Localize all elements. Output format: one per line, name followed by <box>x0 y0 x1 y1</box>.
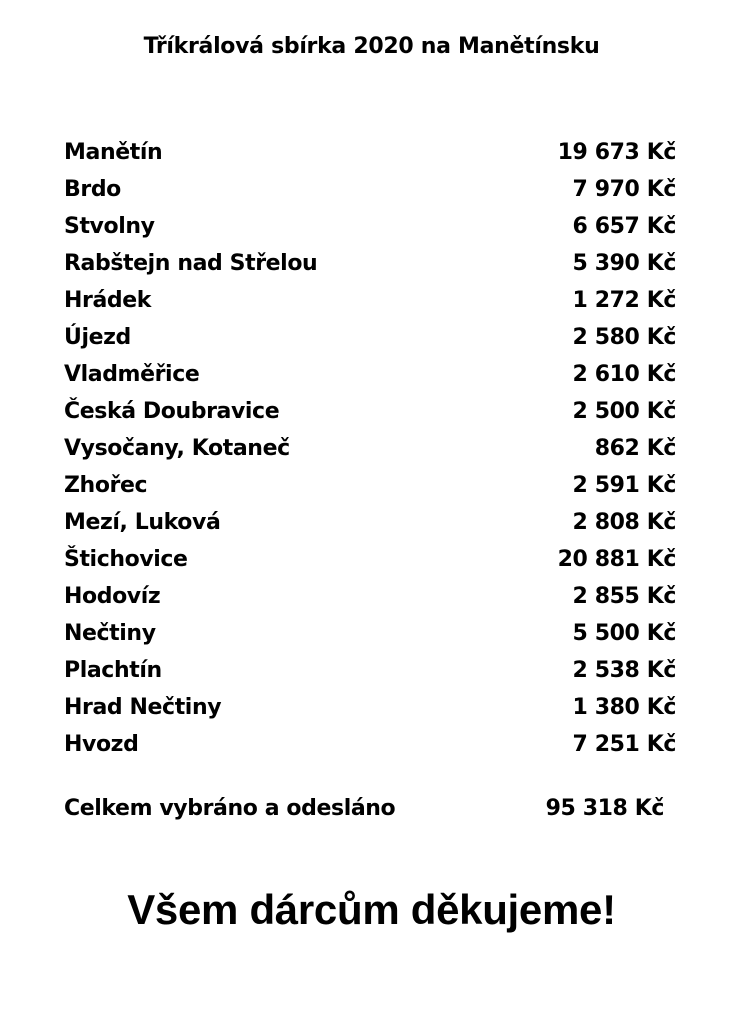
place-name: Vladměřice <box>64 362 200 387</box>
list-item <box>64 504 676 541</box>
place-name: Zhořec <box>64 473 148 498</box>
amount-value: 2 500 Kč <box>572 399 676 424</box>
amount-value: 7 970 Kč <box>572 177 676 202</box>
amount-value: 5 500 Kč <box>572 621 676 646</box>
amount-value: 2 580 Kč <box>572 325 676 350</box>
amount-value: 2 538 Kč <box>572 658 676 683</box>
amount-value: 19 673 Kč <box>557 140 676 165</box>
page-title: Tříkrálová sbírka 2020 na Manětínsku <box>143 34 600 59</box>
amount-value: 862 Kč <box>594 436 676 461</box>
amount-value: 2 610 Kč <box>572 362 676 387</box>
collection-list <box>64 134 676 763</box>
list-item <box>64 319 676 356</box>
amount-value: 20 881 Kč <box>557 547 676 572</box>
total-amount: 95 318 Kč <box>545 795 664 821</box>
amount-value: 2 808 Kč <box>572 510 676 535</box>
amount-value: 1 272 Kč <box>572 288 676 313</box>
list-item <box>64 652 676 689</box>
place-name: Plachtín <box>64 658 162 683</box>
place-name: Hvozd <box>64 732 139 757</box>
amount-value: 5 390 Kč <box>572 251 676 276</box>
place-name: Hrad Nečtiny <box>64 695 222 720</box>
amount-value: 1 380 Kč <box>572 695 676 720</box>
place-name: Česká Doubravice <box>64 399 280 424</box>
list-item <box>64 245 676 282</box>
amount-value: 2 591 Kč <box>572 473 676 498</box>
list-item <box>64 689 676 726</box>
amount-value: 7 251 Kč <box>572 732 676 757</box>
place-name: Hodovíz <box>64 584 161 609</box>
total-row <box>64 788 664 828</box>
total-label: Celkem vybráno a odesláno <box>64 795 396 821</box>
list-item <box>64 171 676 208</box>
place-name: Mezí, Luková <box>64 510 221 535</box>
list-item <box>64 578 676 615</box>
place-name: Hrádek <box>64 288 152 313</box>
place-name: Újezd <box>64 325 131 350</box>
list-item <box>64 615 676 652</box>
place-name: Brdo <box>64 177 121 202</box>
amount-value: 2 855 Kč <box>572 584 676 609</box>
list-item <box>64 726 676 763</box>
list-item <box>64 356 676 393</box>
thanks-message: Všem dárcům děkujeme! <box>127 886 616 933</box>
place-name: Vysočany, Kotaneč <box>64 436 290 461</box>
amount-value: 6 657 Kč <box>572 214 676 239</box>
list-item <box>64 467 676 504</box>
list-item <box>64 541 676 578</box>
list-item <box>64 134 676 171</box>
place-name: Stvolny <box>64 214 155 239</box>
place-name: Štichovice <box>64 547 188 572</box>
place-name: Manětín <box>64 140 163 165</box>
list-item <box>64 208 676 245</box>
list-item <box>64 393 676 430</box>
place-name: Rabštejn nad Střelou <box>64 251 318 276</box>
list-item <box>64 430 676 467</box>
list-item <box>64 282 676 319</box>
place-name: Nečtiny <box>64 621 156 646</box>
